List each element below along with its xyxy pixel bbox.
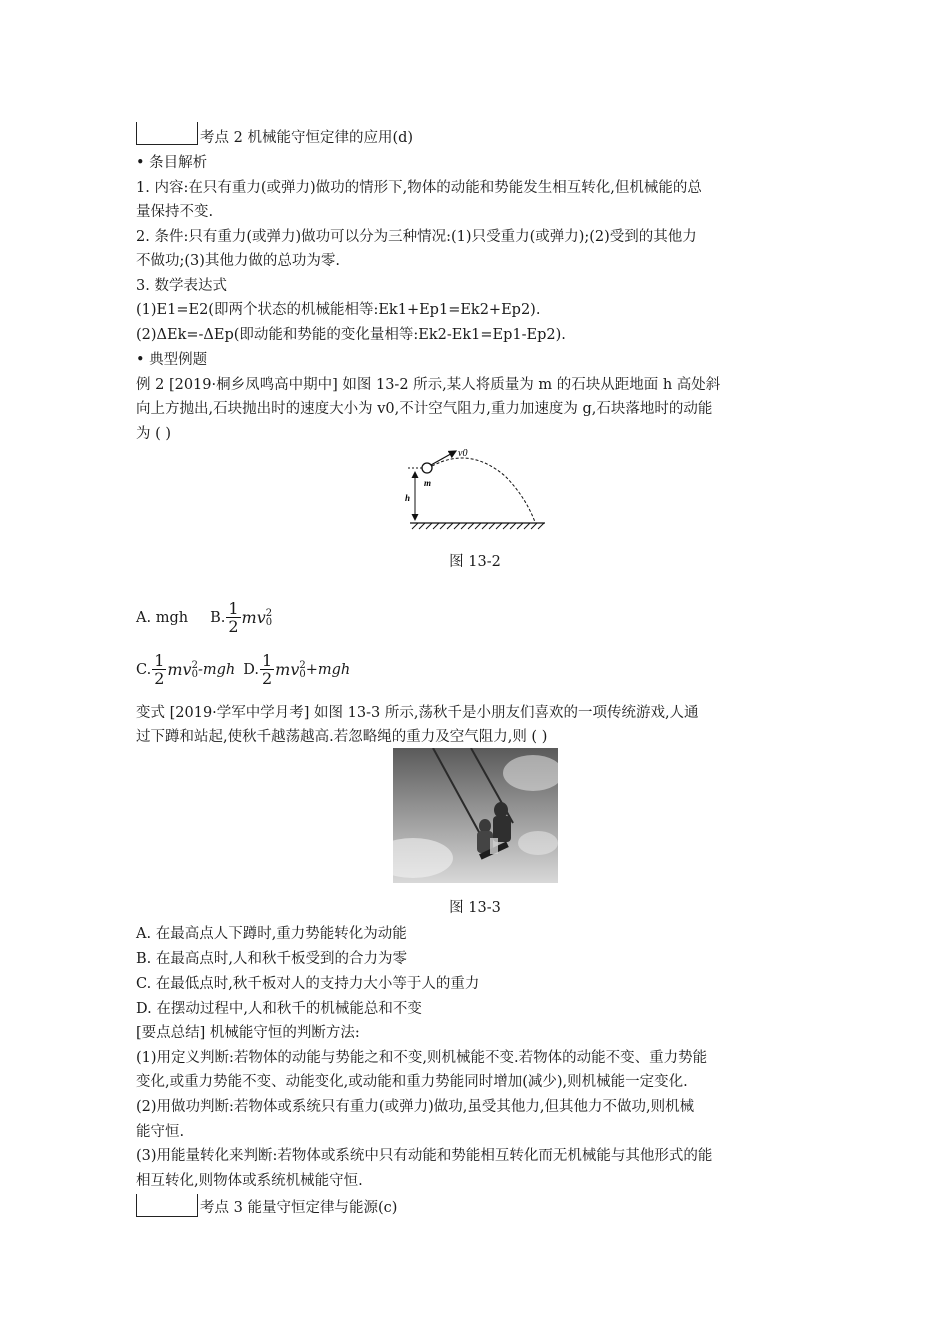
section-label-box — [136, 1194, 198, 1217]
projectile-figure — [400, 446, 550, 536]
summary-p1-line1: (1)用定义判断:若物体的动能与势能之和不变,则机械能不变.若物体的动能不变、重力势能 — [136, 1050, 708, 1066]
option-d[interactable]: D. $\frac{1}{2}$ mv 2 0 +mgh — [243, 651, 351, 688]
expr1: (1)E1=E2(即两个状态的机械能相等:Ek1+Ep1=Ek2+Ep2). — [136, 302, 541, 318]
swing-photo — [393, 748, 558, 883]
example2-line3: 为 ( ) — [136, 426, 172, 442]
label-m: m — [424, 478, 432, 488]
velocity-arrow — [431, 451, 456, 465]
example2-line1: 例 2 [2019·桐乡凤鸣高中期中] 如图 13-2 所示,某人将质量为 m 的石块从距地面 h 高处斜 — [136, 377, 721, 393]
label-h: h — [405, 493, 411, 503]
section2-title: 考点 2 机械能守恒定律的应用(d) — [200, 130, 414, 146]
summary-p1-line2: 变化,或重力势能不变、动能变化,或动能和重力势能同时增加(减少),则机械能一定变化. — [136, 1074, 688, 1090]
section-label-box — [136, 122, 198, 145]
item1-line2: 量保持不变. — [136, 204, 214, 220]
summary-p3-line1: (3)用能量转化来判断:若物体或系统中只有动能和势能相互转化而无机械能与其他形式的能 — [136, 1148, 713, 1164]
fraction-half: $\frac{1}{2}$ — [154, 651, 165, 688]
variant-option-d[interactable]: D. 在摆动过程中,人和秋千的机械能总和不变 — [136, 1001, 422, 1017]
option-c[interactable]: C. $\frac{1}{2}$ mv 2 0 -mgh — [136, 651, 236, 688]
item2-line1: 2. 条件:只有重力(或弹力)做功可以分为三种情况:(1)只受重力(或弹力);(2)受到的其他力 — [136, 229, 697, 245]
analysis-heading: • 条目解析 — [136, 155, 208, 171]
example2-options-ab — [136, 600, 272, 635]
variant-option-c[interactable]: C. 在最低点时,秋千板对人的支持力大小等于人的重力 — [136, 976, 480, 992]
examples-heading: • 典型例题 — [136, 352, 208, 368]
summary-p3-line2: 相互转化,则物体或系统机械能守恒. — [136, 1173, 363, 1189]
item1-line1: 1. 内容:在只有重力(或弹力)做功的情形下,物体的动能和势能发生相互转化,但机械能的总 — [136, 180, 702, 196]
fraction-half: $\frac{1}{2}$ — [261, 651, 273, 688]
section3-title: 考点 3 能量守恒定律与能源(c) — [200, 1200, 398, 1216]
variant-line1: 变式 [2019·学军中学月考] 如图 13-3 所示,荡秋千是小朋友们喜欢的一项传统游戏,人通 — [136, 705, 699, 721]
stone-circle — [422, 463, 432, 473]
option-b[interactable]: B. $\frac{1}{2}$ mv 2 0 — [210, 599, 273, 636]
item2-line2: 不做功;(3)其他力做的总功为零. — [136, 253, 341, 269]
variant-option-b[interactable]: B. 在最高点时,人和秋千板受到的合力为零 — [136, 951, 407, 967]
variant-line2: 过下蹲和站起,使秋千越荡越高.若忽略绳的重力及空气阻力,则 ( ) — [136, 729, 548, 745]
example2-options-cd — [136, 652, 350, 687]
summary-p2-line2: 能守恒. — [136, 1124, 185, 1140]
expr2: (2)ΔEk=-ΔEp(即动能和势能的变化量相等:Ek2-Ek1=Ep1-Ep2). — [136, 327, 566, 343]
label-v0: v0 — [458, 448, 468, 459]
summary-heading: [要点总结] 机械能守恒的判断方法: — [136, 1025, 360, 1041]
figure-13-2-caption: 图 13-2 — [449, 554, 501, 570]
item3: 3. 数学表达式 — [136, 278, 227, 294]
summary-p2-line1: (2)用做功判断:若物体或系统只有重力(或弹力)做功,虽受其他力,但其他力不做功,则机械 — [136, 1099, 695, 1115]
example2-line2: 向上方抛出,石块抛出时的速度大小为 v0,不计空气阻力,重力加速度为 g,石块落地时的动能 — [136, 401, 713, 417]
variant-option-a[interactable]: A. 在最高点人下蹲时,重力势能转化为动能 — [136, 926, 407, 942]
trajectory-path — [432, 458, 535, 522]
option-a[interactable]: A. mgh — [136, 609, 189, 626]
fraction-half: $\frac{1}{2}$ — [228, 599, 239, 636]
figure-13-3-caption: 图 13-3 — [449, 900, 501, 916]
